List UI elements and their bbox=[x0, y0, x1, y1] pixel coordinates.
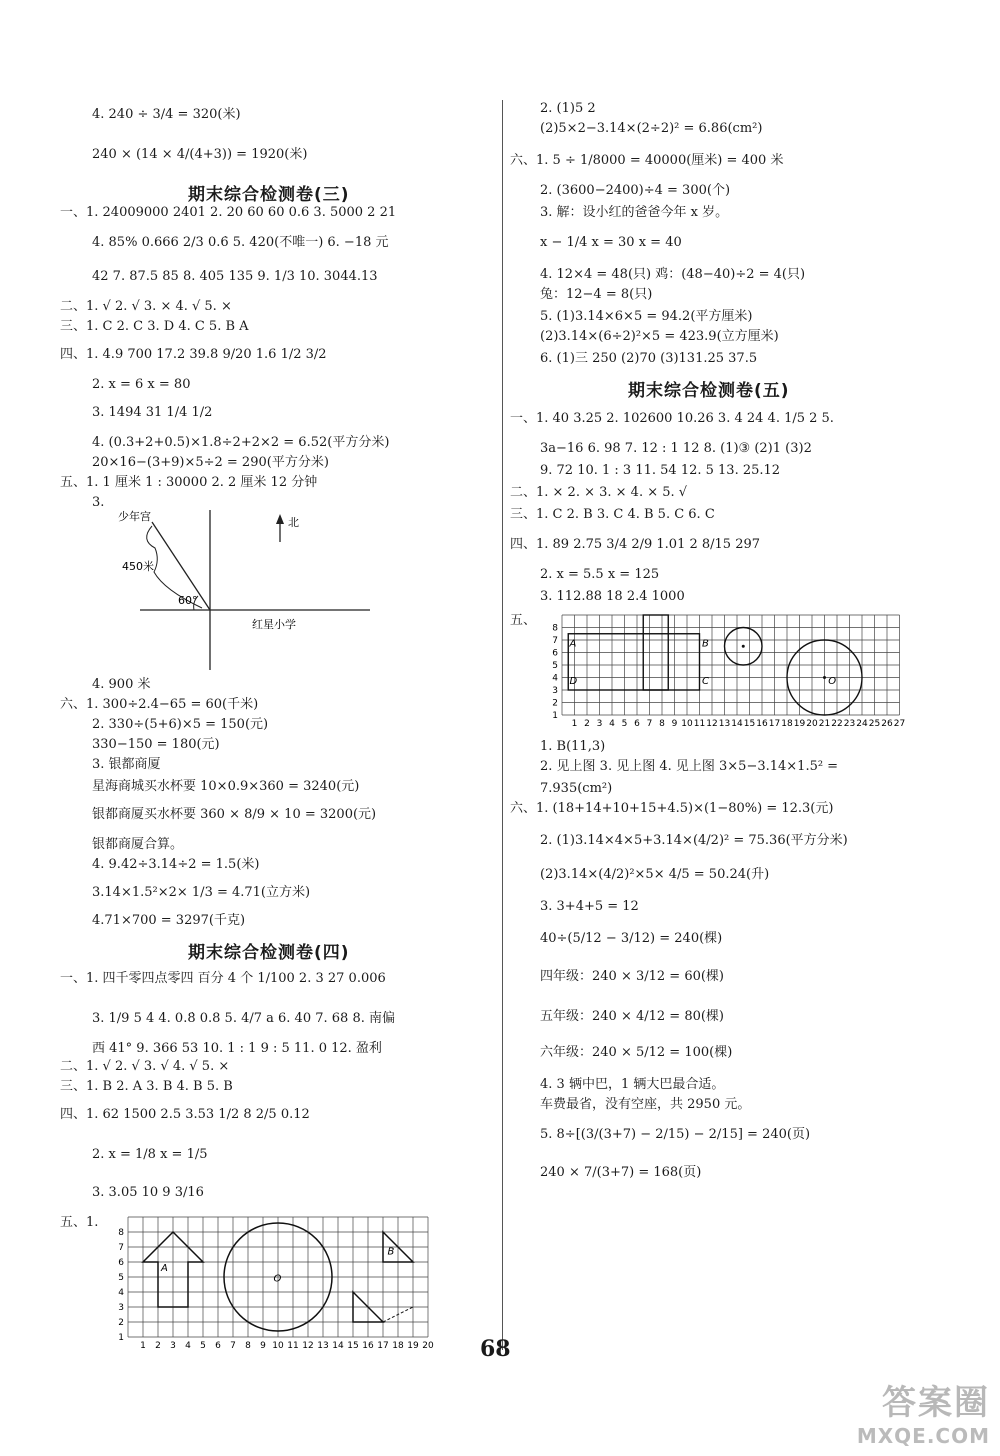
x-tick-label: 15 bbox=[347, 1341, 359, 1351]
text-line: 六、1. 5 ÷ 1/8000 = 40000(厘米) = 400 米 bbox=[510, 153, 784, 168]
text-line: 五、 bbox=[510, 613, 537, 628]
map-label-angle: 60° bbox=[178, 594, 198, 607]
watermark bbox=[857, 1375, 990, 1448]
text-line: 5. (1)3.14×6×5 = 94.2(平方厘米) bbox=[540, 309, 753, 324]
y-tick-label: 5 bbox=[552, 661, 558, 671]
text-line: 银都商厦合算。 bbox=[92, 837, 184, 852]
x-tick-label: 22 bbox=[831, 719, 843, 729]
text-line: 2. (1)5 2 bbox=[540, 101, 596, 116]
text-line: 42 7. 87.5 85 8. 405 135 9. 1/3 10. 3044.13 bbox=[92, 269, 378, 284]
text-line: 5. 8÷[(3/(3+7) − 2/15) − 2/15] = 240(页) bbox=[540, 1127, 811, 1142]
x-tick-label: 13 bbox=[718, 719, 731, 729]
text-line: 银都商厦买水杯要 360 × 8/9 × 10 = 3200(元) bbox=[92, 807, 377, 822]
text-line: 7.935(cm²) bbox=[540, 781, 613, 796]
x-tick-label: 9 bbox=[260, 1341, 266, 1351]
text-line: 3. 3+4+5 = 12 bbox=[540, 899, 639, 914]
x-tick-label: 6 bbox=[215, 1341, 221, 1351]
x-tick-label: 10 bbox=[681, 719, 693, 729]
coordinate-grid-exam4 bbox=[108, 1212, 438, 1362]
y-tick-label: 4 bbox=[118, 1288, 124, 1298]
text-line: 二、1. √ 2. √ 3. √ 4. √ 5. × bbox=[60, 1059, 230, 1074]
text-line: 六年级：240 × 5/12 = 100(棵) bbox=[540, 1045, 733, 1060]
map-label-north: 北 bbox=[288, 516, 299, 529]
x-tick-label: 10 bbox=[272, 1341, 284, 1351]
text-line: 4. (0.3+2+0.5)×1.8÷2+2×2 = 6.52(平方分米) bbox=[92, 435, 390, 450]
text-line: 六、1. 300÷2.4−65 = 60(千米) bbox=[60, 697, 259, 712]
large-circle-center bbox=[823, 676, 826, 679]
y-tick-label: 8 bbox=[118, 1228, 124, 1238]
text-line: 五、1. 1 厘米 1 : 30000 2. 2 厘米 12 分钟 bbox=[60, 475, 318, 490]
text-line: 3. 3.05 10 9 3/16 bbox=[92, 1185, 204, 1200]
x-tick-label: 17 bbox=[377, 1341, 389, 1351]
y-tick-label: 7 bbox=[552, 636, 558, 646]
x-tick-label: 8 bbox=[245, 1341, 251, 1351]
text-line: 4. 3 辆中巴，1 辆大巴最合适。 bbox=[540, 1077, 725, 1092]
text-line: 40÷(5/12 − 3/12) = 240(棵) bbox=[540, 931, 723, 946]
x-tick-label: 11 bbox=[693, 719, 706, 729]
text-line: 一、1. 24009000 2401 2. 20 60 60 0.6 3. 5000 2 21 bbox=[60, 205, 397, 220]
text-line: 2. 330÷(5+6)×5 = 150(元) bbox=[92, 717, 269, 732]
y-tick-label: 1 bbox=[552, 711, 558, 721]
x-tick-label: 2 bbox=[155, 1341, 161, 1351]
grid-lines bbox=[562, 615, 900, 715]
y-tick-label: 7 bbox=[118, 1243, 124, 1253]
point-label: A bbox=[569, 638, 577, 650]
x-tick-label: 24 bbox=[856, 719, 868, 729]
text-line: 2. x = 1/8 x = 1/5 bbox=[92, 1147, 208, 1162]
rectangle-abcd bbox=[568, 634, 699, 690]
text-line: 星海商城买水杯要 10×0.9×360 = 3240(元) bbox=[92, 779, 360, 794]
x-tick-label: 7 bbox=[646, 719, 653, 729]
text-line: 4. 85% 0.666 2/3 0.6̇ 5. 420(不唯一) 6. −18 元 bbox=[92, 235, 389, 250]
text-line: 一、1. 40 3.25 2. 102600 10.26 3. 4 24 4. 1/5 2 5. bbox=[510, 411, 834, 426]
x-tick-label: 4 bbox=[609, 719, 615, 729]
x-tick-label: 5 bbox=[200, 1341, 206, 1351]
x-tick-label: 16 bbox=[756, 719, 768, 729]
map-label-palace: 少年宫 bbox=[118, 510, 151, 523]
x-tick-label: 23 bbox=[843, 719, 856, 729]
point-label: D bbox=[569, 675, 578, 687]
text-line: 2. (1)3.14×4×5+3.14×(4/2)² = 75.36(平方分米) bbox=[540, 833, 848, 848]
text-line: 五年级：240 × 4/12 = 80(棵) bbox=[540, 1009, 725, 1024]
text-line: 一、1. 四千零四点零四 百分 4 个 1/100 2. 3 27 0.006 bbox=[60, 971, 386, 986]
x-tick-label: 25 bbox=[868, 719, 881, 729]
x-tick-label: 26 bbox=[881, 719, 893, 729]
x-tick-label: 3 bbox=[170, 1341, 176, 1351]
text-line: 4.71×700 = 3297(千克) bbox=[92, 913, 246, 928]
text-line: 9. 72 10. 1 : 3 11. 54 12. 5 13. 25.12 bbox=[540, 463, 781, 478]
x-tick-label: 21 bbox=[818, 719, 831, 729]
text-line: 西 41° 9. 366 53 10. 1 : 1 9 : 5 11. 0 12. 盈利 bbox=[92, 1041, 382, 1056]
text-line: 3. 112.88 18 2.4 1000 bbox=[540, 589, 685, 604]
x-tick-label: 1 bbox=[571, 719, 578, 729]
text-line: 二、1. × 2. × 3. × 4. × 5. √ bbox=[510, 485, 688, 500]
text-line: 二、1. √ 2. √ 3. × 4. √ 5. × bbox=[60, 299, 232, 314]
text-line: 4. 9.42÷3.14÷2 = 1.5(米) bbox=[92, 857, 260, 872]
text-line: (2)3.14×(4/2)²×5× 4/5 = 50.24(升) bbox=[540, 867, 770, 882]
x-tick-label: 7 bbox=[230, 1341, 236, 1351]
text-line: 20×16−(3+9)×5÷2 = 290(平方分米) bbox=[92, 455, 329, 470]
text-line: 六、1. (18+14+10+15+4.5)×(1−80%) = 12.3(元) bbox=[510, 801, 834, 816]
x-tick-label: 12 bbox=[302, 1341, 314, 1351]
y-tick-label: 3 bbox=[552, 686, 558, 696]
y-tick-label: 8 bbox=[552, 623, 558, 634]
x-tick-label: 14 bbox=[332, 1341, 344, 1351]
x-tick-label: 19 bbox=[793, 719, 806, 729]
text-line: 1. B(11,3) bbox=[540, 739, 606, 754]
y-tick-label: 1 bbox=[118, 1333, 124, 1343]
x-tick-label: 17 bbox=[768, 719, 781, 729]
x-tick-label: 18 bbox=[392, 1341, 404, 1351]
watermark-logo: 答案圈 bbox=[882, 1383, 990, 1423]
text-line: x − 1/4 x = 30 x = 40 bbox=[540, 235, 682, 250]
x-tick-label: 3 bbox=[596, 719, 603, 729]
section-title-exam5: 期末综合检测卷(五) bbox=[628, 381, 790, 401]
text-line: 6. (1)三 250 (2)70 (3)131.25 37.5 bbox=[540, 351, 758, 366]
direction-map-diagram bbox=[110, 500, 370, 675]
x-tick-label: 20 bbox=[422, 1341, 434, 1351]
x-tick-label: 1 bbox=[140, 1341, 146, 1351]
x-tick-label: 27 bbox=[893, 719, 906, 729]
text-line: 3. 1494 31 1/4 1/2 bbox=[92, 405, 213, 420]
text-line: (2)3.14×(6÷2)²×5 = 423.9(立方厘米) bbox=[540, 329, 779, 344]
text-line: 兔：12−4 = 8(只) bbox=[540, 287, 653, 302]
small-circle-center bbox=[742, 645, 745, 648]
y-tick-label: 2 bbox=[118, 1318, 124, 1328]
text-line: 3. bbox=[92, 495, 105, 510]
text-line: 3. 解：设小红的爸爸今年 x 岁。 bbox=[540, 205, 729, 220]
text-line: 三、1. C 2. C 3. D 4. C 5. B A bbox=[60, 319, 249, 334]
text-line: 四、1. 62 1500 2.5 3.53 1/2 8 2/5 0.12 bbox=[60, 1107, 310, 1122]
page-number: 68 bbox=[480, 1336, 511, 1362]
text-line: 2. x = 6 x = 80 bbox=[92, 377, 191, 392]
text-line: 240 × 7/(3+7) = 168(页) bbox=[540, 1165, 702, 1180]
x-tick-label: 4 bbox=[185, 1341, 191, 1351]
column-divider bbox=[502, 100, 503, 1350]
text-line: 五、1. bbox=[60, 1215, 99, 1230]
text-line: 三、1. C 2. B 3. C 4. B 5. C 6. C bbox=[510, 507, 715, 522]
text-line: 2. (3600−2400)÷4 = 300(个) bbox=[540, 183, 731, 198]
point-label: A bbox=[161, 1263, 168, 1274]
text-line: 四、1. 4.9 700 17.2 39.8 9/20 1.6 1/2 3/2 bbox=[60, 347, 327, 362]
point-label: B bbox=[387, 1246, 395, 1258]
text-line: 4. 900 米 bbox=[92, 677, 151, 692]
point-label: O bbox=[828, 675, 837, 687]
text-line: 330−150 = 180(元) bbox=[92, 737, 220, 752]
text-line: 4. 12×4 = 48(只) 鸡：(48−40)÷2 = 4(只) bbox=[540, 267, 806, 282]
point-label: C bbox=[702, 675, 709, 687]
x-tick-label: 14 bbox=[731, 719, 743, 729]
map-label-school: 红星小学 bbox=[252, 618, 296, 631]
text-line: 2. 见上图 3. 见上图 4. 见上图 3×5−3.14×1.5² = bbox=[540, 759, 839, 774]
text-line: 3. 1/9 5 4 4. 0.8̇ 0.8 5. 4/7 a 6. 40 7. 68 8. 南偏 bbox=[92, 1011, 395, 1026]
map-label-distance: 450米 bbox=[122, 560, 154, 573]
text-line: 3a−16 6. 98 7. 12 : 1 12 8. (1)③ (2)1 (3)2 bbox=[540, 441, 812, 456]
y-tick-label: 5 bbox=[118, 1273, 124, 1283]
text-line: 3. 银都商厦 bbox=[92, 757, 161, 772]
x-tick-label: 13 bbox=[317, 1341, 329, 1351]
section-title-exam4: 期末综合检测卷(四) bbox=[188, 943, 350, 963]
point-label: B bbox=[702, 638, 709, 650]
y-tick-label: 6 bbox=[552, 648, 558, 659]
watermark-url: MXQE.COM bbox=[856, 1424, 990, 1448]
x-tick-label: 5 bbox=[621, 719, 628, 729]
x-tick-label: 2 bbox=[584, 719, 590, 729]
text-line: 4. 240 ÷ 3/4 = 320(米) bbox=[92, 107, 241, 122]
text-line: 3.14×1.5²×2× 1/3 = 4.71(立方米) bbox=[92, 885, 311, 900]
x-tick-label: 6 bbox=[634, 719, 640, 729]
text-line: 三、1. B 2. A 3. B 4. B 5. B bbox=[60, 1079, 233, 1094]
x-tick-label: 8 bbox=[659, 719, 665, 729]
y-tick-label: 2 bbox=[552, 698, 558, 709]
x-tick-label: 11 bbox=[287, 1341, 299, 1351]
y-tick-label: 6 bbox=[118, 1258, 124, 1268]
text-line: 四年级：240 × 3/12 = 60(棵) bbox=[540, 969, 725, 984]
point-label: O bbox=[273, 1273, 282, 1285]
x-tick-label: 20 bbox=[806, 719, 818, 729]
y-tick-label: 3 bbox=[118, 1303, 124, 1313]
x-tick-label: 12 bbox=[706, 719, 718, 729]
x-tick-label: 16 bbox=[362, 1341, 374, 1351]
x-tick-label: 18 bbox=[781, 719, 793, 729]
coordinate-grid-exam5 bbox=[540, 610, 940, 730]
x-tick-label: 15 bbox=[743, 719, 756, 729]
text-line: 车费最省，没有空座，共 2950 元。 bbox=[540, 1097, 751, 1112]
section-title-exam3: 期末综合检测卷(三) bbox=[188, 185, 350, 205]
text-line: 2. x = 5.5 x = 125 bbox=[540, 567, 660, 582]
text-line: (2)5×2−3.14×(2÷2)² = 6.86(cm²) bbox=[540, 121, 763, 136]
text-line: 240 × (14 × 4/(4+3)) = 1920(米) bbox=[92, 147, 308, 162]
x-tick-label: 19 bbox=[407, 1341, 419, 1351]
text-line: 四、1. 89 2.75 3/4 2/9 1.01 2 8/15 297 bbox=[510, 537, 761, 552]
x-tick-label: 9 bbox=[671, 719, 678, 729]
y-tick-label: 4 bbox=[552, 673, 558, 684]
